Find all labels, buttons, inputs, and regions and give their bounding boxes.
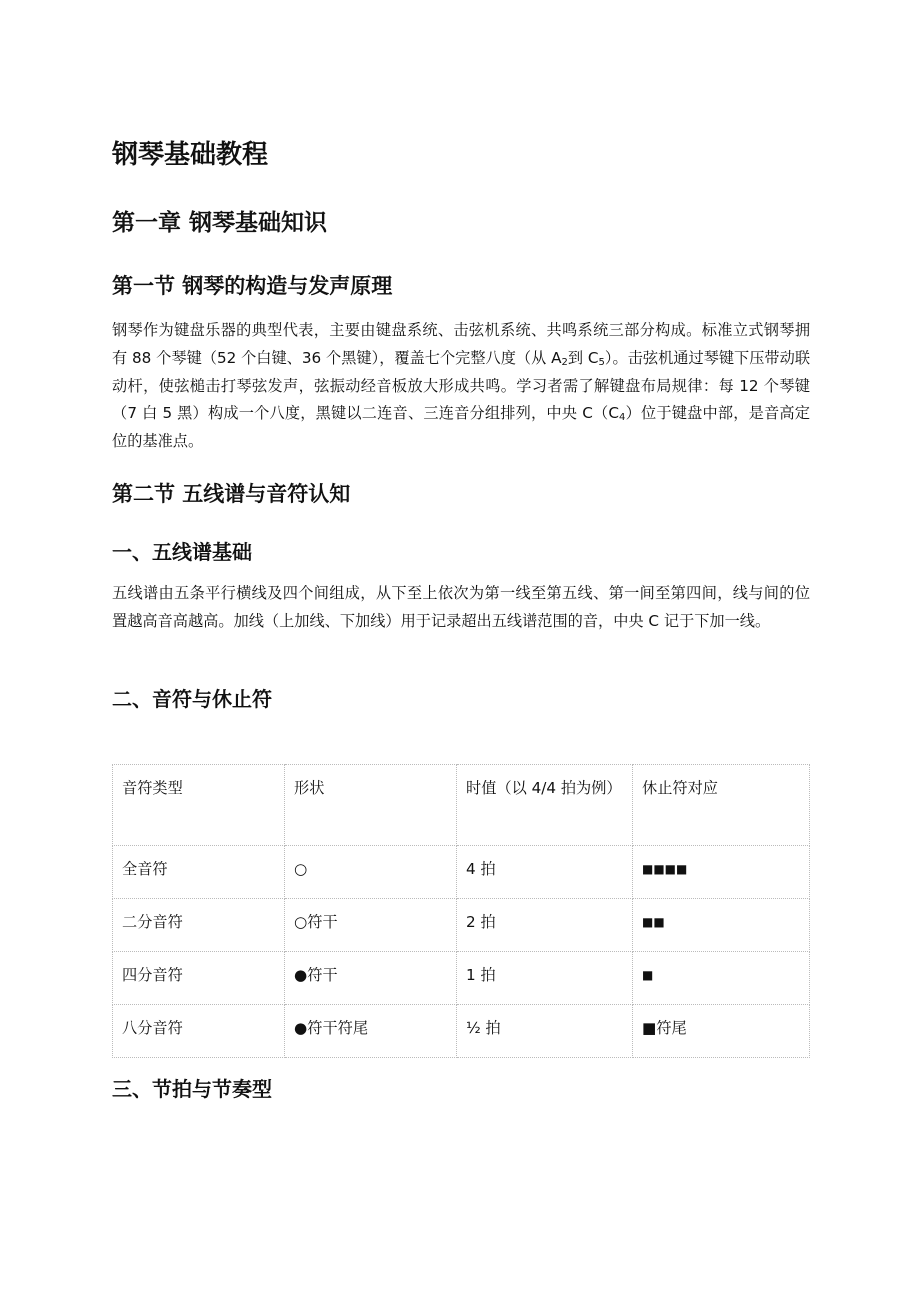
table-header-row (113, 765, 810, 846)
table-row (113, 899, 810, 952)
table-header-cell: 形状 (285, 765, 457, 846)
chapter-title: 第一章 钢琴基础知识 (112, 210, 328, 236)
table-header-cell: 音符类型 (113, 765, 285, 846)
table-cell: 1 拍 (457, 952, 633, 1005)
table-cell: 4 拍 (457, 846, 633, 899)
section-2-title: 第二节 五线谱与音符认知 (112, 482, 351, 506)
table-header-cell: 休止符对应 (633, 765, 810, 846)
table-cell: 二分音符 (113, 899, 285, 952)
table-row (113, 952, 810, 1005)
table-header-cell: 时值（以 4/4 拍为例） (457, 765, 633, 846)
table-cell: 八分音符 (113, 1005, 285, 1058)
note-rest-table (112, 764, 810, 1058)
section-1-paragraph: 钢琴作为键盘乐器的典型代表，主要由键盘系统、击弦机系统、共鸣系统三部分构成。标准立式钢琴拥有 88 个琴键（52 个白键、36 个黑键），覆盖七个完整八度（从 $A_2$到 $C_5$）。击弦机通过琴键下压带动联动杆，使弦槌击打琴弦发声，弦振动经音板放大形成共鸣。学习者需了解键盘布局规律：每 12 个琴键（7 白 5 黑）构成一个八度，黑键以二连音、三连音分组排列，中央 $C(C_4)$位于键盘中部，是音高定位的基准点。 (112, 321, 811, 451)
table-row (113, 1005, 810, 1058)
table-cell: ●符干 (285, 952, 457, 1005)
table-cell: ●符干符尾 (285, 1005, 457, 1058)
table-cell: ○ (285, 846, 457, 899)
table-cell: ■ (633, 952, 810, 1005)
section-1-title: 第一节 钢琴的构造与发声原理 (112, 274, 393, 298)
table-cell: ■符尾 (633, 1005, 810, 1058)
table-cell: ½ 拍 (457, 1005, 633, 1058)
document-title: 钢琴基础教程 (112, 140, 269, 170)
subsection-notes-title: 二、音符与休止符 (112, 687, 272, 711)
table-cell: ○符干 (285, 899, 457, 952)
table-cell: 全音符 (113, 846, 285, 899)
table-cell: ■■ (633, 899, 810, 952)
subsection-rhythm-title: 三、节拍与节奏型 (112, 1077, 272, 1101)
subsection-staff-title: 一、五线谱基础 (112, 540, 252, 564)
table-cell: 2 拍 (457, 899, 633, 952)
subsection-staff-paragraph: 五线谱由五条平行横线及四个间组成，从下至上依次为第一线至第五线、第一间至第四间，线与间的位置越高音高越高。加线（上加线、下加线）用于记录超出五线谱范围的音，中央 C 记于下加一线。 (112, 584, 810, 630)
table-cell: ■■■■ (633, 846, 810, 899)
table-cell: 四分音符 (113, 952, 285, 1005)
table-row (113, 846, 810, 899)
